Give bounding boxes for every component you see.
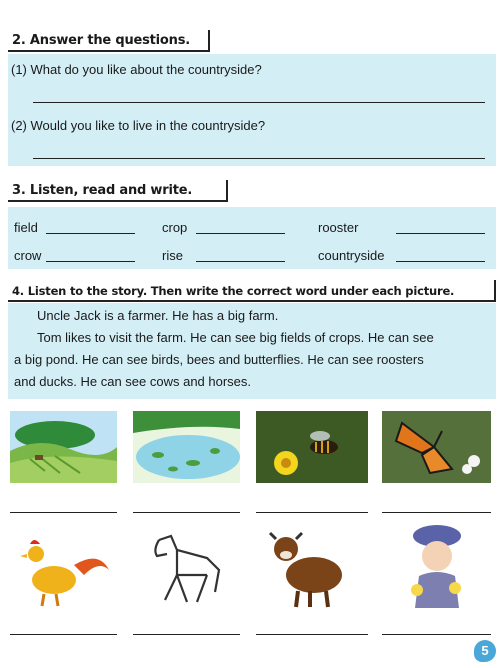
page-number-badge: 5 (474, 640, 496, 662)
story-line-3: a big pond. He can see birds, bees and butterflies. He can see roosters (14, 352, 424, 367)
section-2-heading: 2. Answer the questions. (8, 30, 210, 52)
rooster-icon (14, 530, 114, 610)
pic-answer-line-2[interactable] (133, 512, 240, 513)
pic-answer-line-4[interactable] (382, 512, 491, 513)
farmer-icon (397, 522, 477, 610)
story-line-4: and ducks. He can see cows and horses. (14, 374, 252, 389)
section-3-heading: 3. Listen, read and write. (8, 180, 228, 202)
pic-answer-line-1[interactable] (10, 512, 117, 513)
blank-crop[interactable] (196, 233, 285, 234)
pic-answer-line-5[interactable] (10, 634, 117, 635)
pic-answer-line-6[interactable] (133, 634, 240, 635)
question-2: (2) Would you like to live in the countryside? (11, 118, 266, 133)
blank-crow[interactable] (46, 261, 135, 262)
word-crow: crow (14, 248, 42, 263)
word-countryside: countryside (318, 248, 385, 263)
horse-icon (137, 530, 235, 610)
story-line-2: Tom likes to visit the farm. He can see big fields of crops. He can see (37, 330, 434, 345)
pic-answer-line-3[interactable] (256, 512, 368, 513)
field-icon (10, 411, 117, 483)
pond-icon (133, 411, 240, 483)
word-rise: rise (162, 248, 183, 263)
butterfly-icon (382, 411, 491, 483)
cow-icon (266, 525, 348, 610)
blank-rise[interactable] (196, 261, 285, 262)
story-panel (8, 303, 496, 399)
bee-icon (256, 411, 368, 483)
word-field: field (14, 220, 38, 235)
blank-rooster[interactable] (396, 233, 485, 234)
blank-field[interactable] (46, 233, 135, 234)
section-4-heading: 4. Listen to the story. Then write the correct word under each picture. (8, 280, 496, 302)
story-line-1: Uncle Jack is a farmer. He has a big farm. (37, 308, 279, 323)
section-3-panel (8, 207, 496, 269)
blank-countryside[interactable] (396, 261, 485, 262)
pic-answer-line-8[interactable] (382, 634, 491, 635)
word-crop: crop (162, 220, 188, 235)
answer-line-2[interactable] (33, 158, 485, 159)
answer-line-1[interactable] (33, 102, 485, 103)
pic-answer-line-7[interactable] (256, 634, 368, 635)
word-rooster: rooster (318, 220, 359, 235)
question-1: (1) What do you like about the countryside? (11, 62, 262, 77)
